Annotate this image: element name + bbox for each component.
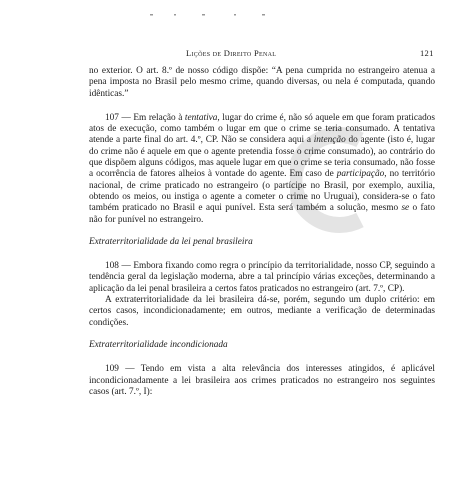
body-text [89,66,435,398]
section-heading-extraterritoriality: Extraterritorialidade da lei penal brasileira [89,236,253,247]
paragraph-double-criterion: A extraterritorialidade da lei brasileira dá-se, porém, segundo um duplo critério: em certos casos, incondicionadamente; em outros, mediante a verificação de determinadas condições. [89,295,435,328]
running-header [0,48,471,62]
paragraph-continuation: no exterior. O art. 8.º de nosso código dispõe: “A pena cumprida no estrangeiro atenua a pena imposta no Brasil pelo mesmo crime, quando diversas, ou nela é computada, quando idênticas.” [89,66,435,99]
scan-marks [150,12,290,18]
section-heading-unconditioned: Extraterritorialidade incondicionada [89,339,228,350]
paragraph-109: 109 — Tendo em vista a alta relevância dos interesses atingidos, é aplicável incondicionadamente a lei brasileira aos crimes praticados no estrangeiro nos seguintes casos (art. 7.º, I): [89,364,435,397]
running-title: Lições de Direito Penal [186,48,277,58]
paragraph-107: 107 — Em relação à tentativa, lugar do crime é, não só aquele em que foram praticados atos de execução, como também o lugar em que o crime se teria consumado. A tentativa atende a parte final do art. 4.º, CP. Não se considera aqui a intenção do agente (isto é, lugar do crime não é aquele em que o agente pretendia fosse o crime consumado), ao contrário do que dispõem alguns códigos, mas aquele lugar em que o crime se teria consumado, não fosse a ocorrência de fatores alheios à vontade do agente. Em caso de participação, no território nacional, de crime praticado no estrangeiro (o partícipe no Brasil, por exemplo, auxilia, obtendo os meios, ou instiga o agente a cometer o crime no Uruguai), considera-se o fato também praticado no Brasil e aqui punível. Esta será também a solução, mesmo se o fato não for punível no estrangeiro. [89,112,435,225]
paragraph-108: 108 — Embora fixando como regra o princípio da territorialidade, nosso CP, seguindo a tendência geral da legislação moderna, abre a tal princípio várias exceções, determinando a aplicação da lei penal brasileira a certos fatos praticados no estrangeiro (art. 7.º, CP). [89,261,435,294]
page-number: 121 [420,48,434,58]
